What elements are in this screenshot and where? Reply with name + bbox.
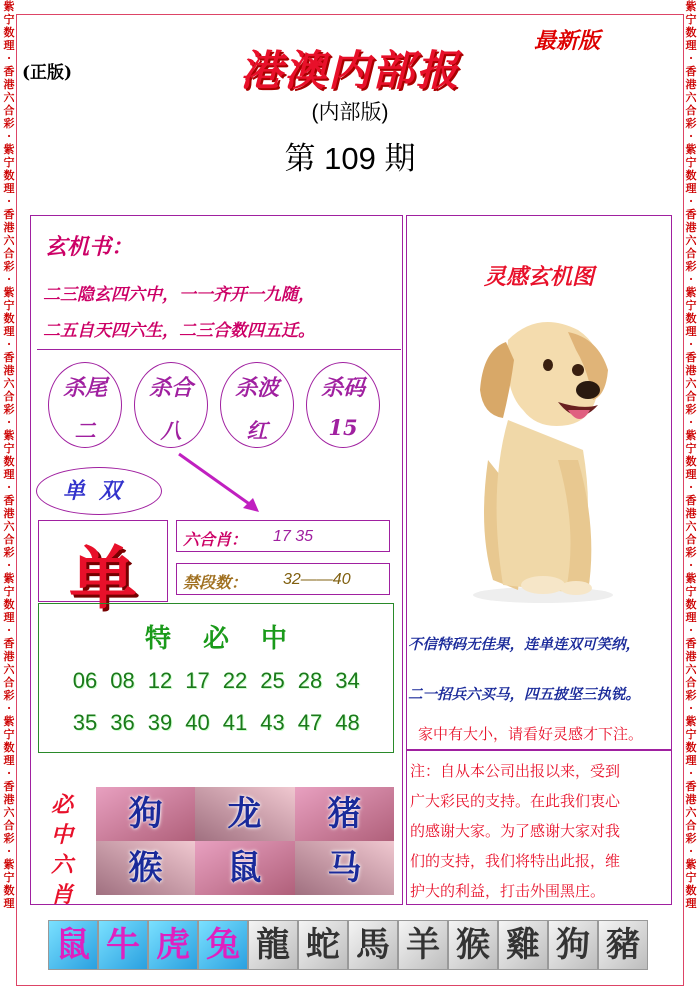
zodiac-bar-item: 虎 bbox=[148, 920, 198, 970]
note-line: 们的支持，我们将特出此报，维 bbox=[410, 853, 621, 870]
note-line: 护大的利益，打击外围黑庄。 bbox=[410, 883, 606, 900]
six-he-box bbox=[176, 520, 390, 552]
special-number: 48 bbox=[335, 710, 360, 735]
special-number: 35 bbox=[72, 710, 98, 735]
special-number: 25 bbox=[260, 668, 285, 693]
poem-line-1: 不信特码无佳果，连单连双可笑纳， bbox=[408, 636, 640, 653]
segment-label: 禁段数： bbox=[183, 573, 248, 592]
pick-oval-combo bbox=[134, 362, 208, 448]
special-number: 34 bbox=[335, 668, 360, 693]
pick-key: 杀尾 bbox=[62, 375, 107, 401]
verse-line-2: 二五自天四六生，二三合数四五迁。 bbox=[43, 321, 315, 341]
zodiac-bar-item: 兔 bbox=[198, 920, 248, 970]
poem-line-2: 二一招兵六买马，四五披坚三执锐。 bbox=[408, 686, 640, 703]
right-side-strip: 紫宁数理·香港六合彩·紫宁数理·香港六合彩·紫宁数理·香港六合彩·紫宁数理·香港六合彩·紫宁数理·香港六合彩·紫宁数理·香港六合彩·紫宁数理 bbox=[685, 0, 697, 910]
special-number: 22 bbox=[222, 668, 248, 693]
official-badge: (正版) bbox=[22, 63, 73, 83]
dog-image bbox=[448, 310, 628, 605]
pick-oval-wave bbox=[220, 362, 294, 448]
verse-line-1: 二三隐玄四六中，一一齐开一九随， bbox=[43, 285, 315, 305]
must-zodiac-label: 必中六肖 bbox=[50, 792, 73, 908]
left-side-strip: 紫宁数理·香港六合彩·紫宁数理·香港六合彩·紫宁数理·香港六合彩·紫宁数理·香港六合彩·紫宁数理·香港六合彩·紫宁数理·香港六合彩·紫宁数理 bbox=[3, 0, 15, 910]
note-line: 广大彩民的支持。在此我们衷心 bbox=[410, 793, 621, 810]
hint-text: 家中有大小，请看好灵感才下注。 bbox=[418, 726, 644, 743]
arrow-icon bbox=[175, 448, 265, 518]
zodiac-cell: 龙 bbox=[227, 794, 262, 834]
zodiac-bar-item: 馬 bbox=[348, 920, 398, 970]
odd-even-oval: 单双 bbox=[36, 467, 162, 515]
special-number: 43 bbox=[260, 710, 285, 735]
special-number: 47 bbox=[297, 710, 323, 735]
special-number: 06 bbox=[72, 668, 98, 693]
six-he-value: 17 35 bbox=[273, 528, 314, 545]
zodiac-bar-item: 牛 bbox=[98, 920, 148, 970]
zodiac-bar-item: 蛇 bbox=[298, 920, 348, 970]
big-char-box bbox=[38, 520, 168, 619]
pick-key: 杀合 bbox=[148, 375, 193, 401]
six-he-label: 六合肖： bbox=[183, 530, 248, 549]
big-char: 单 bbox=[68, 539, 137, 619]
zodiac-bar-item: 鼠 bbox=[48, 920, 98, 970]
zodiac-bar-item: 豬 bbox=[598, 920, 648, 970]
latest-badge: 最新版 bbox=[534, 28, 601, 54]
pick-oval-tail bbox=[48, 362, 122, 448]
zodiac-cell: 猴 bbox=[128, 848, 163, 888]
pick-value: 二 bbox=[74, 418, 96, 443]
zodiac-cell: 猪 bbox=[327, 794, 362, 834]
zodiac-cell: 狗 bbox=[128, 794, 163, 834]
zodiac-bar-item: 雞 bbox=[498, 920, 548, 970]
verse-title: 玄机书： bbox=[45, 234, 134, 260]
special-number: 39 bbox=[147, 710, 173, 735]
pick-oval-code bbox=[306, 362, 380, 448]
segment-value: 32——40 bbox=[283, 571, 351, 588]
special-number: 41 bbox=[222, 710, 248, 735]
note-line: 注：自从本公司出报以来，受到 bbox=[410, 763, 621, 780]
pick-value: 15 bbox=[328, 415, 358, 440]
picture-title: 灵感玄机图 bbox=[483, 264, 594, 290]
pick-key: 杀码 bbox=[320, 375, 365, 401]
special-number: 17 bbox=[185, 668, 210, 693]
zodiac-bar-item: 猴 bbox=[448, 920, 498, 970]
pick-value: 八 bbox=[160, 418, 182, 443]
special-title: 特必中 bbox=[144, 624, 319, 654]
pick-key: 杀波 bbox=[234, 375, 279, 401]
page-subtitle: (内部版) bbox=[311, 101, 389, 124]
special-number: 36 bbox=[110, 710, 135, 735]
zodiac-bar-item: 羊 bbox=[398, 920, 448, 970]
pick-value: 红 bbox=[246, 418, 268, 443]
issue-number: 第 109 期 bbox=[284, 141, 416, 176]
verse-section bbox=[37, 222, 401, 350]
segment-box bbox=[176, 563, 390, 595]
special-number: 40 bbox=[185, 710, 210, 735]
zodiac-cell: 鼠 bbox=[227, 848, 262, 888]
page-title: 港澳内部报 bbox=[239, 46, 460, 95]
special-number: 12 bbox=[147, 668, 173, 693]
zodiac-cell: 马 bbox=[327, 848, 362, 888]
zodiac-bar-item: 狗 bbox=[548, 920, 598, 970]
special-number: 28 bbox=[297, 668, 323, 693]
must-zodiac-grid bbox=[96, 787, 394, 895]
note-line: 的感谢大家。为了感谢大家对我 bbox=[410, 823, 621, 840]
special-number: 08 bbox=[110, 668, 135, 693]
zodiac-bar-item: 龍 bbox=[248, 920, 298, 970]
